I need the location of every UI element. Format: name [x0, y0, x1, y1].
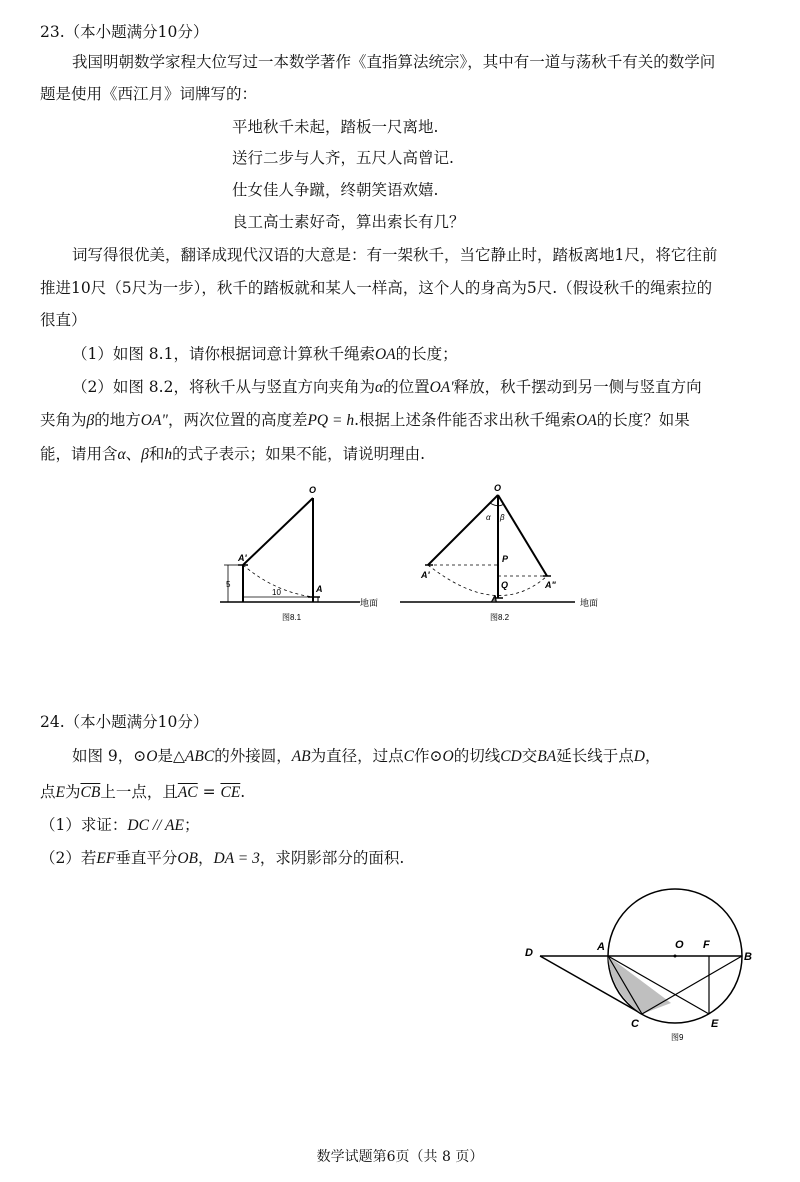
math-OA3: OA — [576, 412, 597, 429]
poem-line-3: 仕女佳人争蹴，终朝笑语欢嬉. — [232, 181, 439, 199]
math-D: D — [633, 748, 645, 765]
text: （1）求证： — [40, 816, 128, 834]
text: 的式子表示；如果不能，请说明理由. — [172, 445, 426, 463]
text: ， — [198, 849, 214, 867]
math-OA1: OA' — [429, 379, 454, 396]
math-h: h — [164, 446, 173, 463]
math-DA: DA = 3 — [213, 850, 260, 867]
caption-8-1: 图8.1 — [282, 613, 302, 622]
rope-left — [428, 495, 498, 565]
label-C: C — [631, 1018, 639, 1030]
label-E: E — [711, 1018, 719, 1030]
text: ； — [183, 816, 200, 834]
math-beta: β — [141, 446, 149, 463]
text: = — [197, 783, 221, 801]
label-A2: A" — [545, 580, 556, 590]
q23-part2-line2 — [40, 410, 690, 431]
q23-part1 — [72, 344, 458, 365]
text: 的切线 — [453, 747, 501, 765]
label-Q: Q — [501, 580, 509, 590]
math-C: C — [403, 748, 414, 765]
label-A1: A' — [238, 553, 247, 563]
text: 的长度； — [395, 345, 458, 363]
text: 的外接圆， — [214, 747, 292, 765]
math-alpha: α — [117, 446, 126, 463]
q23-part2-line3 — [40, 444, 425, 465]
arc-CE: $\overline{CE}$ — [220, 784, 241, 801]
q23-translation-line3: 很直） — [40, 311, 87, 329]
q23-intro-line1: 我国明朝数学家程大位写过一本数学著作《直指算法统宗》，其中有一道与荡秋千有关的数学问 — [72, 53, 716, 71]
page-footer: 数学试题第6页（共 8 页） — [316, 1149, 484, 1165]
label-D: D — [525, 947, 533, 959]
q23-intro-line2: 题是使用《西江月》词牌写的： — [40, 85, 258, 103]
math-beta: β — [86, 412, 95, 429]
math-ABC: ABC — [184, 748, 215, 765]
label-ground: 地面 — [360, 598, 379, 608]
q24-header: 24.（本小题满分10分） — [40, 713, 209, 731]
math-O: O — [146, 748, 158, 765]
text: 是△ — [157, 747, 185, 765]
text: 点 — [40, 783, 56, 801]
label-A: A — [316, 584, 323, 594]
center-point — [674, 955, 677, 958]
text: 的位置 — [383, 378, 430, 396]
text: 作⊙ — [414, 747, 443, 765]
text: .根据上述条件能否求出秋千绳索 — [354, 411, 577, 429]
label-O: O — [494, 483, 502, 493]
text: 和 — [148, 445, 165, 463]
text: . — [240, 783, 246, 801]
q23-header: 23.（本小题满分10分） — [40, 23, 209, 41]
math-PQ: PQ = h — [307, 412, 355, 429]
label-P: P — [502, 554, 509, 564]
text: 为直径，过点 — [310, 747, 404, 765]
label-F: F — [703, 939, 710, 951]
label-alpha: α — [486, 513, 491, 522]
text: 垂直平分 — [115, 849, 178, 867]
caption-9: 图9 — [671, 1033, 684, 1042]
text: ，求阴影部分的面积. — [259, 849, 405, 867]
label-O: O — [309, 485, 317, 495]
q24-line2 — [40, 782, 245, 803]
q23-translation-line2: 推进10尺（5尺为一步），秋千的踏板就和某人一样高，这个人的身高为5尺.（假设秋千的绳索拉的 — [40, 279, 713, 297]
label-10: 10 — [272, 588, 281, 597]
math-O: O — [442, 748, 454, 765]
math-alpha: α — [374, 379, 384, 396]
label-O: O — [675, 939, 684, 951]
swing-arc — [428, 565, 547, 596]
math-OA: OA — [374, 346, 396, 363]
text: 如图 9，⊙ — [72, 747, 147, 765]
text: （2）如图 8.2，将秋千从与竖直方向夹角为 — [72, 378, 375, 396]
math-OA2: OA" — [140, 412, 168, 429]
label-ground: 地面 — [580, 598, 599, 608]
caption-8-2: 图8.2 — [490, 613, 510, 622]
q23-part2-line1 — [72, 377, 702, 398]
text: 、 — [125, 445, 142, 463]
label-beta: β — [500, 513, 505, 522]
text: 交 — [521, 747, 538, 765]
figure-9 — [515, 878, 765, 1048]
label-B: B — [744, 951, 752, 963]
label-A: A — [597, 941, 605, 953]
q24-part2 — [40, 848, 404, 869]
text: 释放，秋千摆动到另一侧与竖直方向 — [453, 378, 702, 396]
text: （1）如图 8.1，请你根据词意计算秋千绳索 — [72, 345, 375, 363]
poem-line-4: 良工高士素好奇，算出索长有几？ — [232, 213, 465, 231]
text: 夹角为 — [40, 411, 87, 429]
poem-line-1: 平地秋千未起，踏板一尺离地. — [232, 118, 439, 136]
text: 能，请用含 — [40, 445, 118, 463]
q24-part1 — [40, 815, 199, 836]
text: 延长线于点 — [556, 747, 634, 765]
label-A: A — [491, 594, 498, 604]
figure-8-1 — [210, 480, 400, 630]
math-DC-AE: DC // AE — [127, 817, 184, 834]
text: （2）若 — [40, 849, 97, 867]
math-CD: CD — [500, 748, 522, 765]
label-5: 5 — [226, 580, 231, 589]
chord-CB — [642, 956, 742, 1014]
text: ，两次位置的高度差 — [167, 411, 308, 429]
text: 上一点，且 — [100, 783, 178, 801]
math-BA: BA — [537, 748, 557, 765]
math-AB: AB — [291, 748, 311, 765]
label-A1: A' — [421, 570, 430, 580]
arc-AC: $\overline{AC}$ — [177, 784, 198, 801]
text: 的地方 — [94, 411, 141, 429]
rope-slanted — [243, 498, 313, 565]
arc-CB: $\overline{CB}$ — [80, 784, 101, 801]
math-OB: OB — [177, 850, 198, 867]
q24-line1 — [72, 746, 660, 767]
text: 为 — [64, 783, 81, 801]
math-E: E — [55, 784, 65, 801]
text: ， — [644, 747, 661, 765]
text: 的长度？如果 — [596, 411, 690, 429]
poem-line-2: 送行二步与人齐，五尺人高曾记. — [232, 149, 454, 167]
q23-translation-line1: 词写得很优美，翻译成现代汉语的大意是：有一架秋千，当它静止时，踏板离地1尺，将它往前 — [72, 246, 718, 264]
math-EF: EF — [96, 850, 116, 867]
figure-8-2 — [395, 480, 615, 630]
